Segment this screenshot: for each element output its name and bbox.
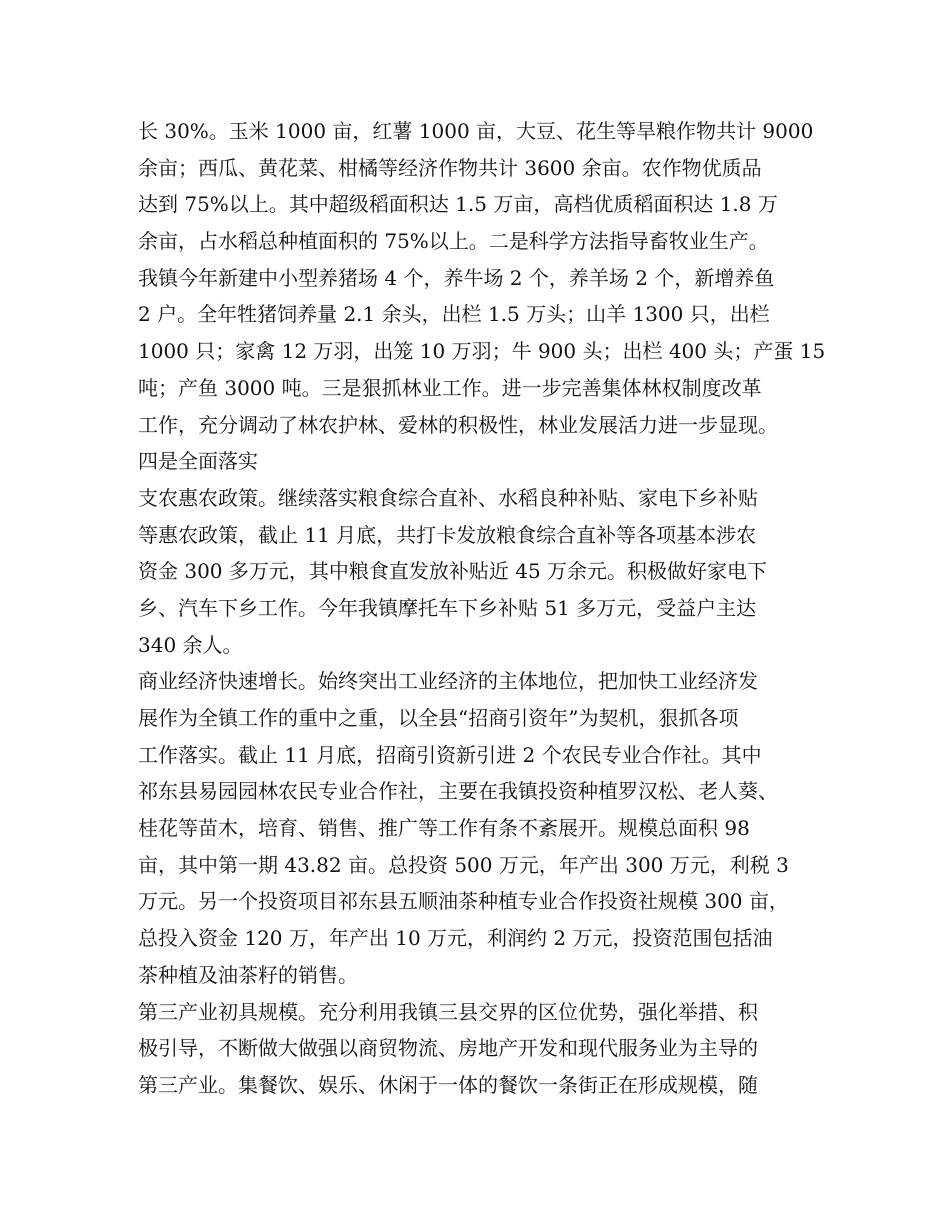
- text-line: 亩，其中第一期 43.82 亩。总投资 500 万元，年产出 300 万元，利税 3: [138, 852, 789, 877]
- text-line: 商业经济快速增长。始终突出工业经济的主体地位，把加快工业经济发: [138, 669, 758, 694]
- text-line: 工作，充分调动了林农护林、爱林的积极性，林业发展活力进一步显现。: [138, 412, 778, 437]
- text-line: 工作落实。截止 11 月底，招商引资新引进 2 个农民专业合作社。其中: [138, 742, 762, 767]
- text-line: 乡、汽车下乡工作。今年我镇摩托车下乡补贴 51 多万元，受益户主达: [138, 595, 757, 620]
- text-line: 吨；产鱼 3000 吨。三是狠抓林业工作。进一步完善集体林权制度改革: [138, 375, 762, 400]
- text-line: 资金 300 多万元，其中粮食直发放补贴近 45 万余元。积极做好家电下: [138, 559, 768, 584]
- text-line: 达到 75%以上。其中超级稻面积达 1.5 万亩，高档优质稻面积达 1.8 万: [138, 192, 778, 217]
- text-line: 340 余人。: [138, 632, 243, 657]
- document-body: [138, 113, 828, 1104]
- text-line: 余亩，占水稻总种植面积的 75%以上。二是科学方法指导畜牧业生产。: [138, 229, 769, 254]
- text-line: 第三产业。集餐饮、娱乐、休闲于一体的餐饮一条街正在形成规模，随: [138, 1072, 758, 1097]
- text-line: 支农惠农政策。继续落实粮食综合直补、水稻良种补贴、家电下乡补贴: [138, 485, 758, 510]
- text-line: 等惠农政策，截止 11 月底，共打卡发放粮食综合直补等各项基本涉农: [138, 522, 757, 547]
- text-line: 我镇今年新建中小型养猪场 4 个，养牛场 2 个，养羊场 2 个，新增养鱼: [138, 265, 775, 290]
- text-line: 余亩；西瓜、黄花菜、柑橘等经济作物共计 3600 余亩。农作物优质品: [138, 155, 762, 180]
- text-line: 总投入资金 120 万，年产出 10 万元，利润约 2 万元，投资范围包括油: [138, 926, 773, 951]
- text-line: 1000 只；家禽 12 万羽，出笼 10 万羽；牛 900 头；出栏 400 头；产蛋 15: [138, 339, 826, 364]
- text-line: 桂花等苗木，培育、销售、推广等工作有条不紊展开。规模总面积 98: [138, 816, 750, 841]
- text-line: 茶种植及油茶籽的销售。: [138, 962, 358, 987]
- text-line: 展作为全镇工作的重中之重，以全县“招商引资年”为契机，狠抓各项: [138, 706, 739, 730]
- text-line: 第三产业初具规模。充分利用我镇三县交界的区位优势，强化举措、积: [138, 999, 758, 1024]
- text-line: 四是全面落实: [138, 449, 258, 474]
- text-line: 祁东县易园园林农民专业合作社，主要在我镇投资种植罗汉松、老人葵、: [138, 779, 778, 804]
- text-line: 2 户。全年牲猪饲养量 2.1 余头，出栏 1.5 万头；山羊 1300 只，出栏: [138, 302, 770, 327]
- text-line: 极引导，不断做大做强以商贸物流、房地产开发和现代服务业为主导的: [138, 1036, 758, 1061]
- text-line: 万元。另一个投资项目祁东县五顺油茶种植专业合作投资社规模 300 亩，: [138, 889, 789, 914]
- text-line: 长 30%。玉米 1000 亩，红薯 1000 亩，大豆、花生等旱粮作物共计 9000: [138, 119, 814, 143]
